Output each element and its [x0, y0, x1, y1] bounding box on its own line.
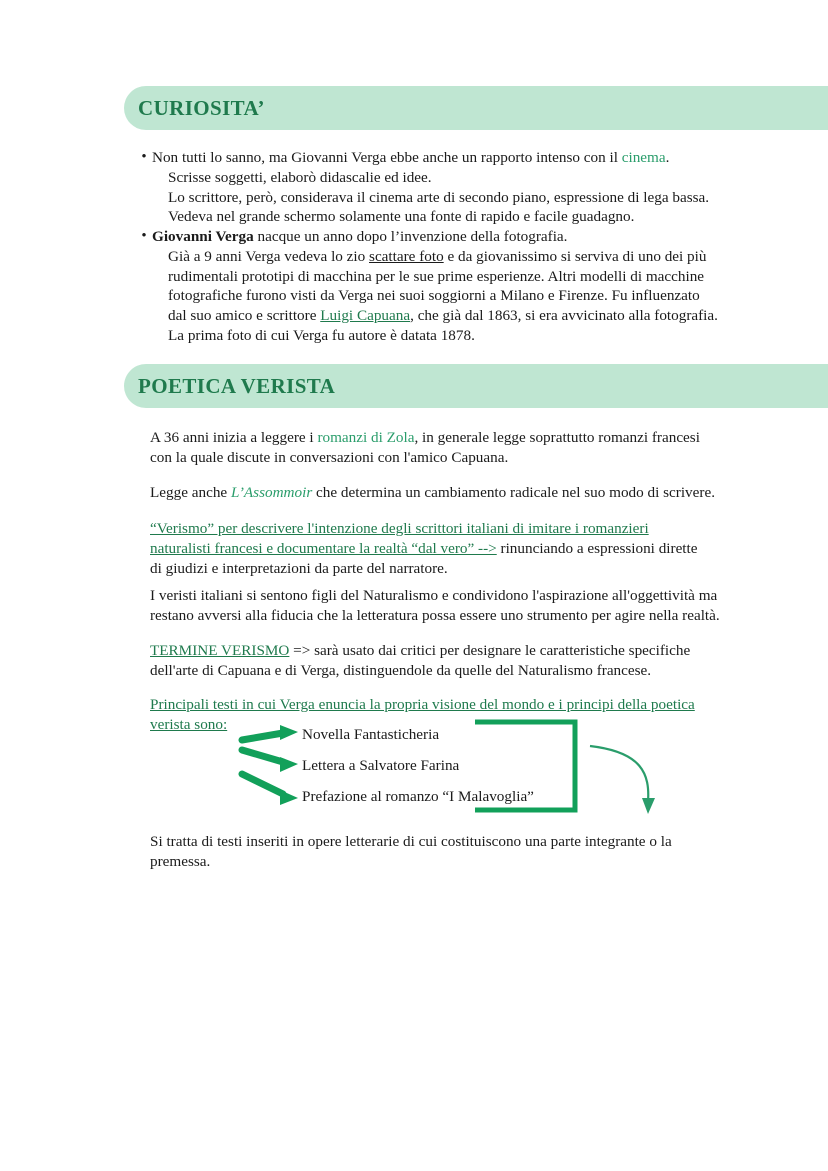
- paragraph-finale: [150, 832, 752, 872]
- paragraph-zola-post: , in generale legge soprattutto romanzi francesi: [414, 429, 700, 446]
- paragraph-zola-pre: A 36 anni inizia a leggere i: [150, 429, 318, 446]
- bullet-1-lead-tail: .: [665, 149, 670, 166]
- bullet-2-line-mid-2: fotografiche furono visti da Verga nei suoi soggiorni a Milano e Firenze. Fu influenzato: [168, 287, 700, 305]
- section-title-poetica: POETICA VERISTA: [138, 373, 336, 398]
- paragraph-termine-line-2: dell'arte di Capuana e di Verga, distinguendole da quelle del Naturalismo francese.: [150, 662, 652, 680]
- paragraph-termine-rest: => sarà usato dai critici per designare le caratteristiche specifiche: [289, 642, 691, 659]
- section-banner-curiosita: [124, 86, 828, 130]
- bullet-1-lead: [152, 148, 756, 168]
- list-item: [136, 227, 756, 346]
- bullet-2-lead: [152, 227, 756, 247]
- testi-arrow-diagram: [150, 712, 710, 832]
- bullet-2-line-a: [168, 247, 756, 267]
- link-scattare-foto[interactable]: scattare foto: [369, 247, 444, 265]
- paragraph-veristi-line-1: I veristi italiani si sentono figli del Naturalismo e condividono l'aspirazione all'oggettività ma: [150, 587, 718, 604]
- bullet-1-lead-text: Non tutti lo sanno, ma Giovanni Verga ebbe anche un rapporto intenso con il: [152, 149, 622, 166]
- list-item-body: [152, 227, 756, 346]
- link-luigi-capuana[interactable]: Luigi Capuana: [320, 307, 411, 324]
- bullet-dot-icon: •: [141, 228, 147, 244]
- paragraph-zola-line-1: [150, 428, 752, 448]
- paragraph-zola: [150, 428, 752, 468]
- paragraph-zola-line-2: con la quale discute in conversazioni con l'amico Capuana.: [150, 449, 509, 467]
- bullet-2-line-c: La prima foto di cui Verga fu autore è datata 1878.: [168, 326, 475, 344]
- bullet-1-highlight: cinema: [621, 149, 666, 166]
- link-principali-testi-2[interactable]: verista sono:: [150, 716, 228, 734]
- diagram-item-1: Lettera a Salvatore Farina: [302, 757, 460, 774]
- bullet-2-sublines: [168, 247, 756, 346]
- bullet-dot-icon: •: [141, 149, 147, 165]
- paragraph-termine-verismo: [150, 641, 752, 681]
- bullet-1-line-2: Lo scrittore, però, considerava il cinema arte di secondo piano, espressione di lega bassa.: [168, 188, 710, 206]
- paragraph-verismo-line-2: [150, 539, 752, 559]
- paragraph-veristi-line-2: restano avversi alla fiducia che la letteratura possa essere uno strumento per agire nella realtà.: [150, 607, 720, 625]
- paragraph-assommoir: [150, 483, 752, 503]
- bullet-2-line-b: [168, 306, 756, 326]
- bullet-2-lead-tail: nacque un anno dopo l’invenzione della fotografia.: [253, 228, 568, 245]
- bullet-2-line-b-post: , che già dal 1863, si era avvicinato alla fotografia.: [410, 307, 718, 324]
- paragraph-assommoir-post: che determina un cambiamento radicale nel suo modo di scrivere.: [312, 484, 715, 501]
- bullet-1-line-1: Scrisse soggetti, elaborò didascalie ed idee.: [168, 168, 432, 186]
- bullet-2-line-a-pre: Già a 9 anni Verga vedeva lo zio: [168, 247, 370, 265]
- bullet-2-line-a-post: e da giovanissimo si serviva di uno dei più: [443, 247, 707, 265]
- diagram-item-0: Novella Fantasticheria: [302, 726, 440, 743]
- section-title-curiosita: CURIOSITA’: [138, 95, 265, 120]
- highlight-romanzi-di-zola: romanzi di Zola: [317, 429, 415, 446]
- paragraph-finale-line-2: premessa.: [150, 853, 211, 871]
- paragraph-termine-line-1: [150, 641, 752, 661]
- paragraph-verismo: [150, 519, 752, 579]
- link-verismo-definizione-2[interactable]: naturalisti francesi e documentare la realtà “dal vero” -->: [150, 540, 497, 558]
- bullet-1-line-3: Vedeva nel grande schermo solamente una fonte di rapido e facile guadagno.: [168, 208, 635, 226]
- link-principali-testi-1[interactable]: Principali testi in cui Verga enuncia la propria visione del mondo e i principi della poetica: [150, 696, 695, 713]
- list-item-body: [152, 148, 756, 227]
- paragraph-verismo-line-3: di giudizi e interpretazioni da parte del narratore.: [150, 560, 448, 578]
- paragraph-veristi: [150, 586, 752, 626]
- bullet-2-bold-name: Giovanni Verga: [152, 228, 254, 245]
- paragraph-assommoir-pre: Legge anche: [150, 484, 231, 501]
- diagram-item-2: Prefazione al romanzo “I Malavoglia”: [302, 788, 534, 805]
- list-item: [136, 148, 756, 227]
- section-banner-poetica: [124, 364, 828, 408]
- book-title-assommoir: L’Assommoir: [230, 484, 313, 501]
- paragraph-verismo-rest: rinunciando a espressioni dirette: [496, 540, 698, 558]
- paragraph-verismo-line-1: [150, 519, 752, 539]
- link-termine-verismo[interactable]: TERMINE VERISMO: [150, 642, 290, 659]
- bullet-1-sublines: [168, 168, 756, 227]
- bullet-2-line-b-pre: dal suo amico e scrittore: [168, 307, 321, 324]
- paragraph-assommoir-line: [150, 483, 752, 503]
- bullet-2-line-mid-1: rudimentali prototipi di macchina per le sue prime esperienze. Altri modelli di macchine: [168, 267, 705, 285]
- curiosita-bullet-list: [136, 148, 756, 346]
- paragraph-finale-line-1: Si tratta di testi inseriti in opere letterarie di cui costituiscono una parte integrante o la: [150, 833, 672, 850]
- link-verismo-definizione-1[interactable]: “Verismo” per descrivere l'intenzione degli scrittori italiani di imitare i romanzieri: [150, 520, 649, 537]
